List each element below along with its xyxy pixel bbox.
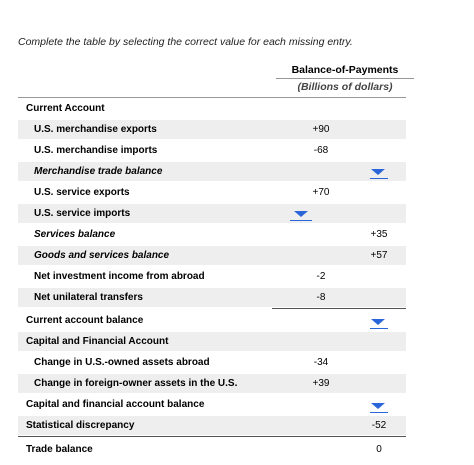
value-cell: +90 (312, 124, 330, 135)
table-row (18, 183, 406, 202)
dropdown-underline (290, 220, 312, 221)
table-row (18, 353, 406, 372)
table-bottom-divider (18, 436, 406, 437)
value-cell: +39 (312, 378, 330, 389)
row-label: U.S. merchandise imports (34, 145, 158, 156)
table-row (18, 225, 406, 244)
row-label: Net unilateral transfers (34, 292, 143, 303)
value-cell: -2 (316, 271, 326, 282)
row-label: Change in foreign-owner assets in the U.S. (34, 378, 238, 389)
row-label: Net investment income from abroad (34, 271, 205, 282)
service-imports-dropdown[interactable] (293, 210, 309, 218)
table-row (18, 141, 406, 160)
value-cell: -8 (316, 292, 326, 303)
chevron-down-icon (370, 168, 386, 176)
chevron-down-icon (293, 210, 309, 218)
dropdown-underline (370, 412, 388, 413)
row-label: Goods and services balance (34, 250, 170, 261)
row-label: Current Account (26, 103, 105, 114)
section-current-account (18, 100, 406, 118)
row-label: Capital and financial account balance (26, 399, 205, 410)
row-label: U.S. merchandise exports (34, 124, 157, 135)
chevron-down-icon (370, 318, 386, 326)
value-cell: 0 (376, 444, 382, 455)
row-label: U.S. service imports (34, 208, 131, 219)
row-label: U.S. service exports (34, 187, 130, 198)
value-cell: +57 (370, 250, 388, 261)
table-row (18, 288, 406, 307)
row-label: Merchandise trade balance (34, 166, 163, 177)
table-row (18, 246, 406, 265)
table-row (18, 374, 406, 393)
merchandise-trade-balance-dropdown[interactable] (370, 168, 386, 176)
row-label: Services balance (34, 229, 116, 240)
dropdown-underline (370, 178, 388, 179)
section-capital-financial-account (18, 332, 406, 351)
table-row (18, 440, 406, 459)
value-cell: +35 (370, 229, 388, 240)
table-row (18, 416, 406, 435)
column-header-subtitle: (Billions of dollars) (297, 81, 393, 93)
current-account-balance-dropdown[interactable] (370, 318, 386, 326)
table-row (18, 311, 406, 330)
row-label: Statistical discrepancy (26, 420, 135, 431)
table-row (18, 395, 406, 414)
column-header-title: Balance-of-Payments (291, 64, 399, 76)
row-label: Change in U.S.-owned assets abroad (34, 357, 210, 368)
row-label: Trade balance (26, 444, 93, 455)
value-cell: -34 (313, 357, 329, 368)
capital-financial-balance-dropdown[interactable] (370, 402, 386, 410)
header-divider (276, 78, 414, 79)
value-cell: -52 (371, 420, 387, 431)
table-row (18, 162, 406, 181)
dropdown-underline (370, 328, 388, 329)
value-cell: -68 (313, 145, 329, 156)
instruction-text: Complete the table by selecting the correct value for each missing entry. (18, 36, 353, 48)
subtotal-divider (272, 308, 406, 309)
chevron-down-icon (370, 402, 386, 410)
table-row (18, 204, 406, 223)
value-cell: +70 (312, 187, 330, 198)
table-top-divider (18, 97, 406, 98)
table-row (18, 267, 406, 286)
table-row (18, 120, 406, 139)
row-label: Current account balance (26, 315, 144, 326)
row-label: Capital and Financial Account (26, 336, 169, 347)
